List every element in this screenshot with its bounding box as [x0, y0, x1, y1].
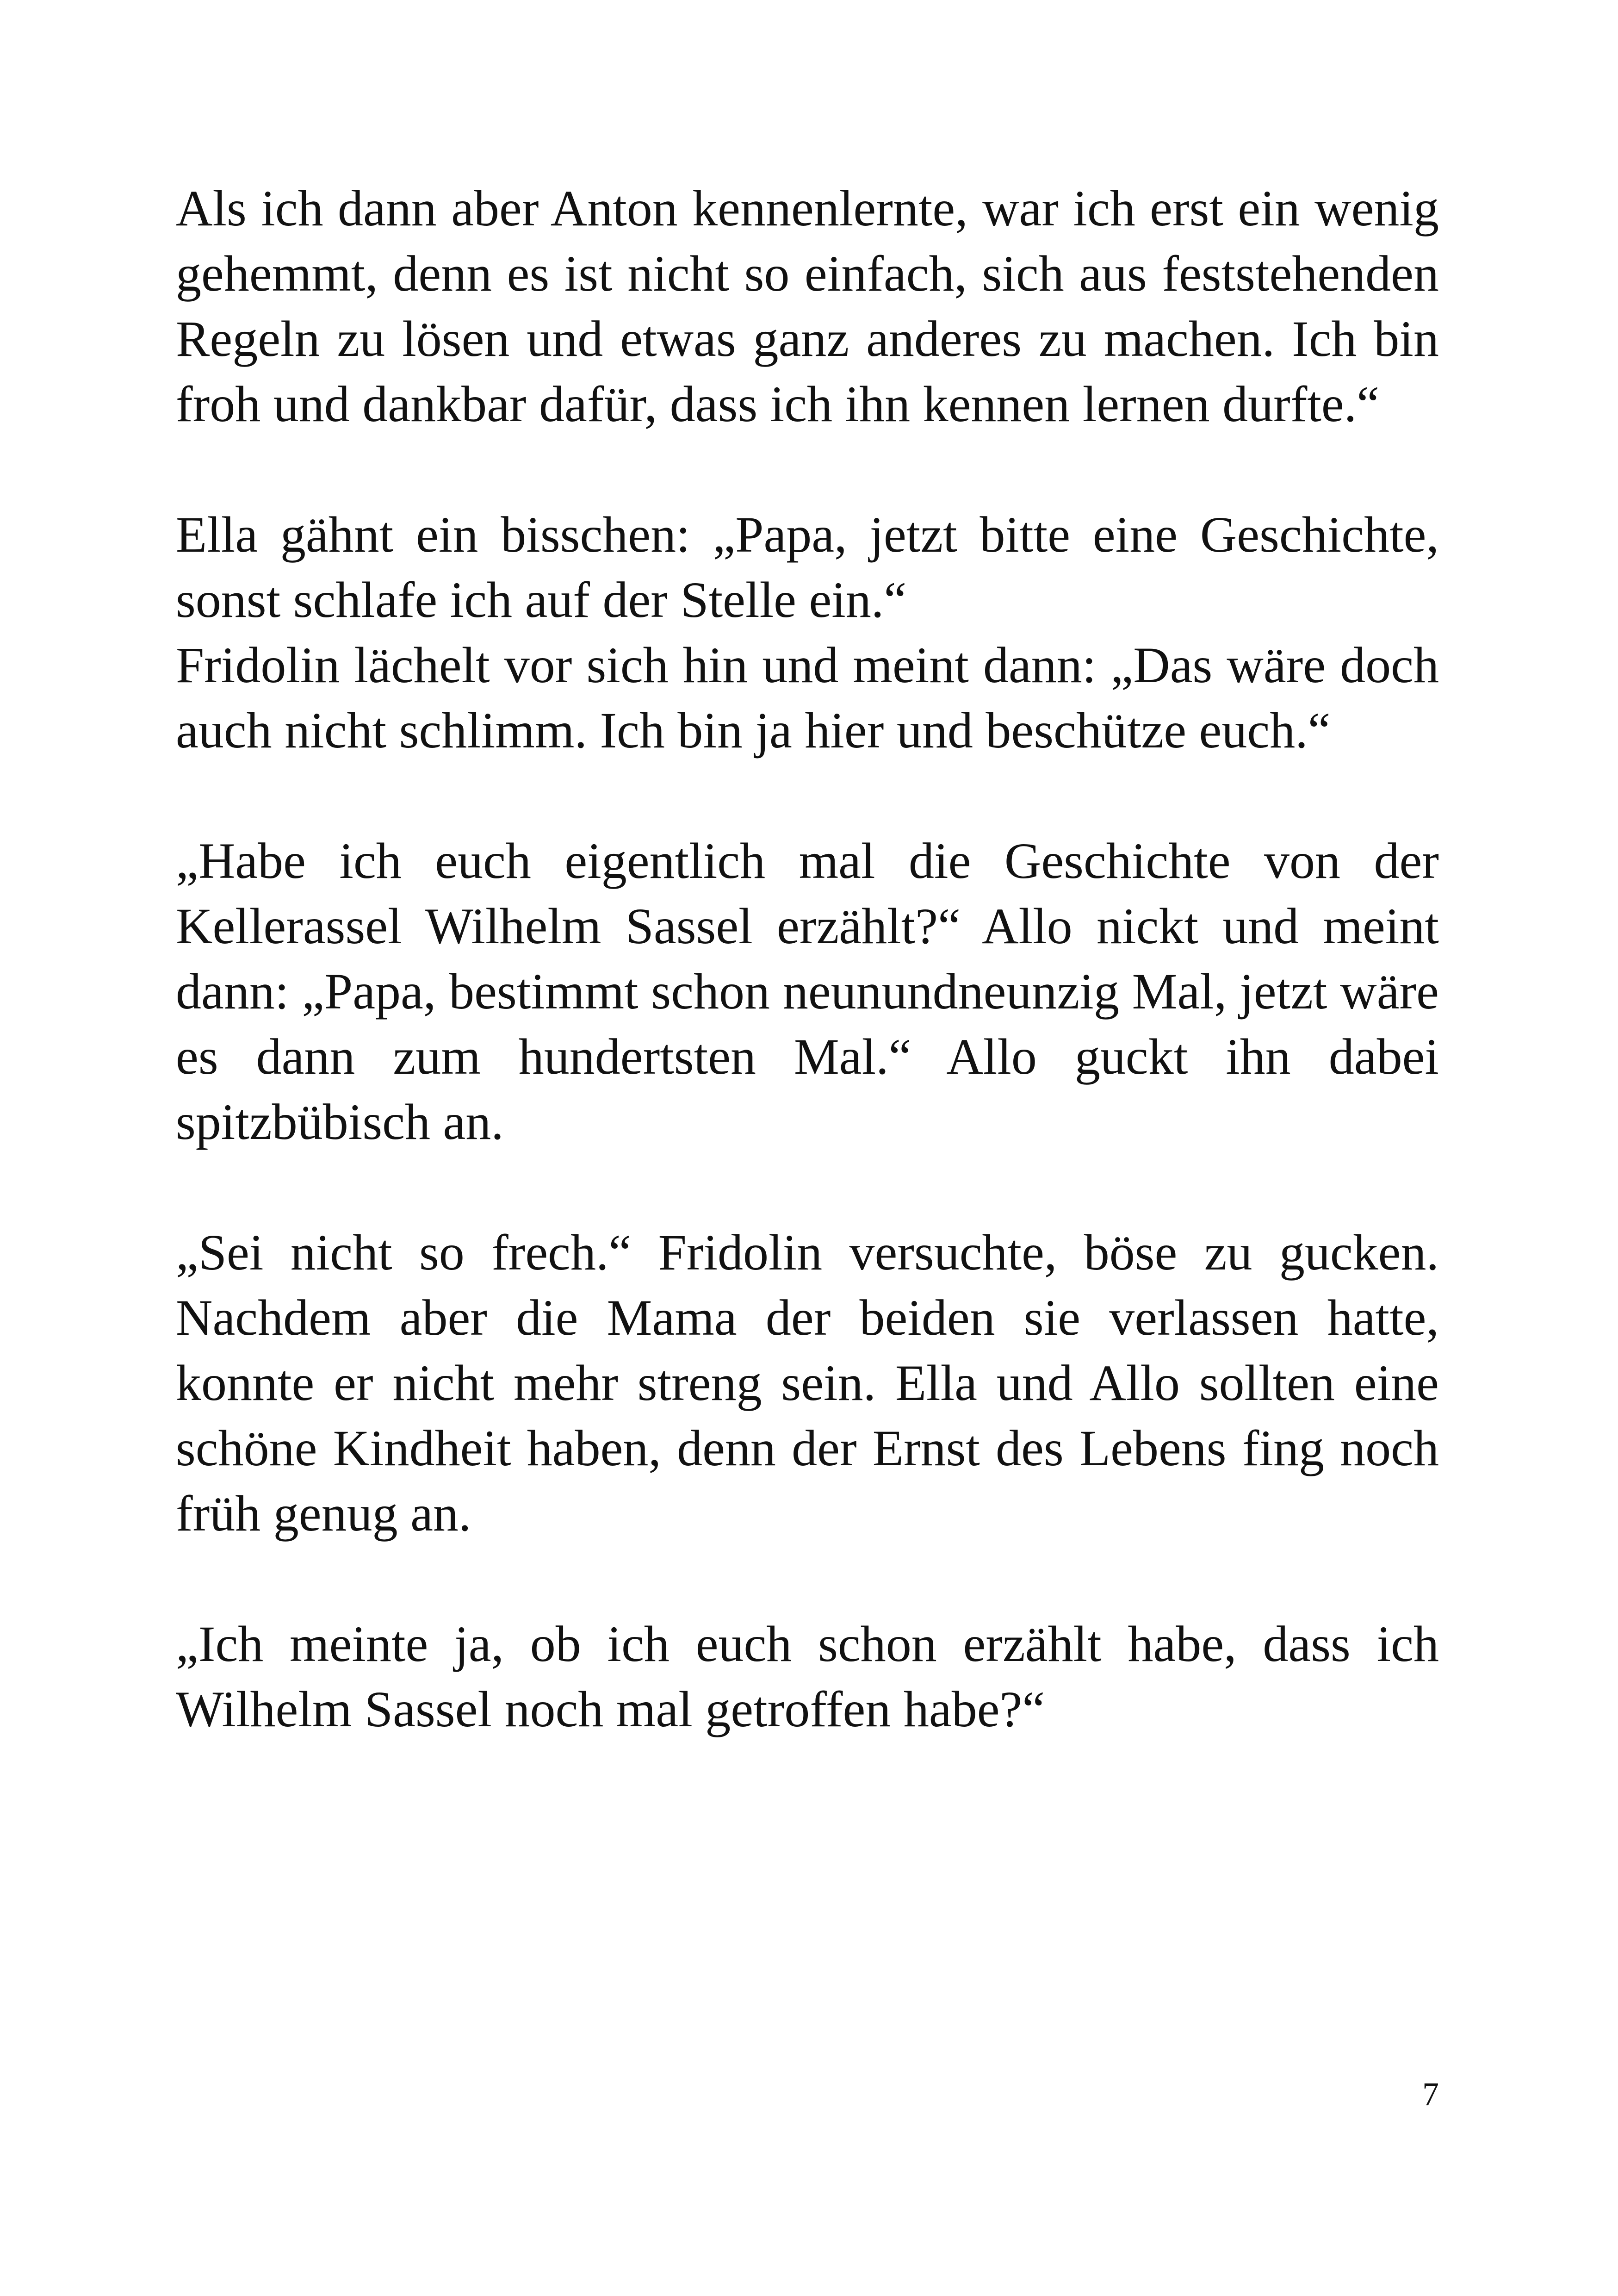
paragraph-1: Als ich dann aber Anton kennenlernte, war ich erst ein wenig gehemmt, denn es ist nicht so einfach, sich aus feststehenden Regeln zu lösen und etwas ganz anderes zu machen. Ich bin froh und dankbar dafür, dass ich ihn kennen lernen durfte.“: [176, 180, 1439, 432]
paragraph-2: Ella gähnt ein bisschen: „Papa, jetzt bitte eine Geschichte, sonst schlafe ich auf der Stelle ein.“: [176, 506, 1439, 628]
page-number: 7: [1422, 2076, 1439, 2113]
paragraph-5: „Sei nicht so frech.“ Fridolin versuchte, böse zu gucken. Nachdem aber die Mama der beiden sie verlassen hatte, konnte er nicht mehr streng sein. Ella und Allo sollten eine schöne Kindheit haben, denn der Ernst des Lebens fing noch früh genug an.: [176, 1224, 1439, 1542]
body-text: [176, 176, 1439, 1742]
paragraph-6: „Ich meinte ja, ob ich euch schon erzählt habe, dass ich Wilhelm Sassel noch mal getroffen habe?“: [176, 1616, 1439, 1737]
paragraph-3: Fridolin lächelt vor sich hin und meint dann: „Das wäre doch auch nicht schlimm. Ich bin ja hier und beschütze euch.“: [176, 637, 1439, 759]
paragraph-4: „Habe ich euch eigentlich mal die Geschichte von der Kellerassel Wilhelm Sassel erzählt?“ Allo nickt und meint dann: „Papa, bestimmt schon neunundneunzig Mal, jetzt wäre es dann zum hundertsten Mal.“ Allo guckt ihn dabei spitzbübisch an.: [176, 833, 1439, 1150]
